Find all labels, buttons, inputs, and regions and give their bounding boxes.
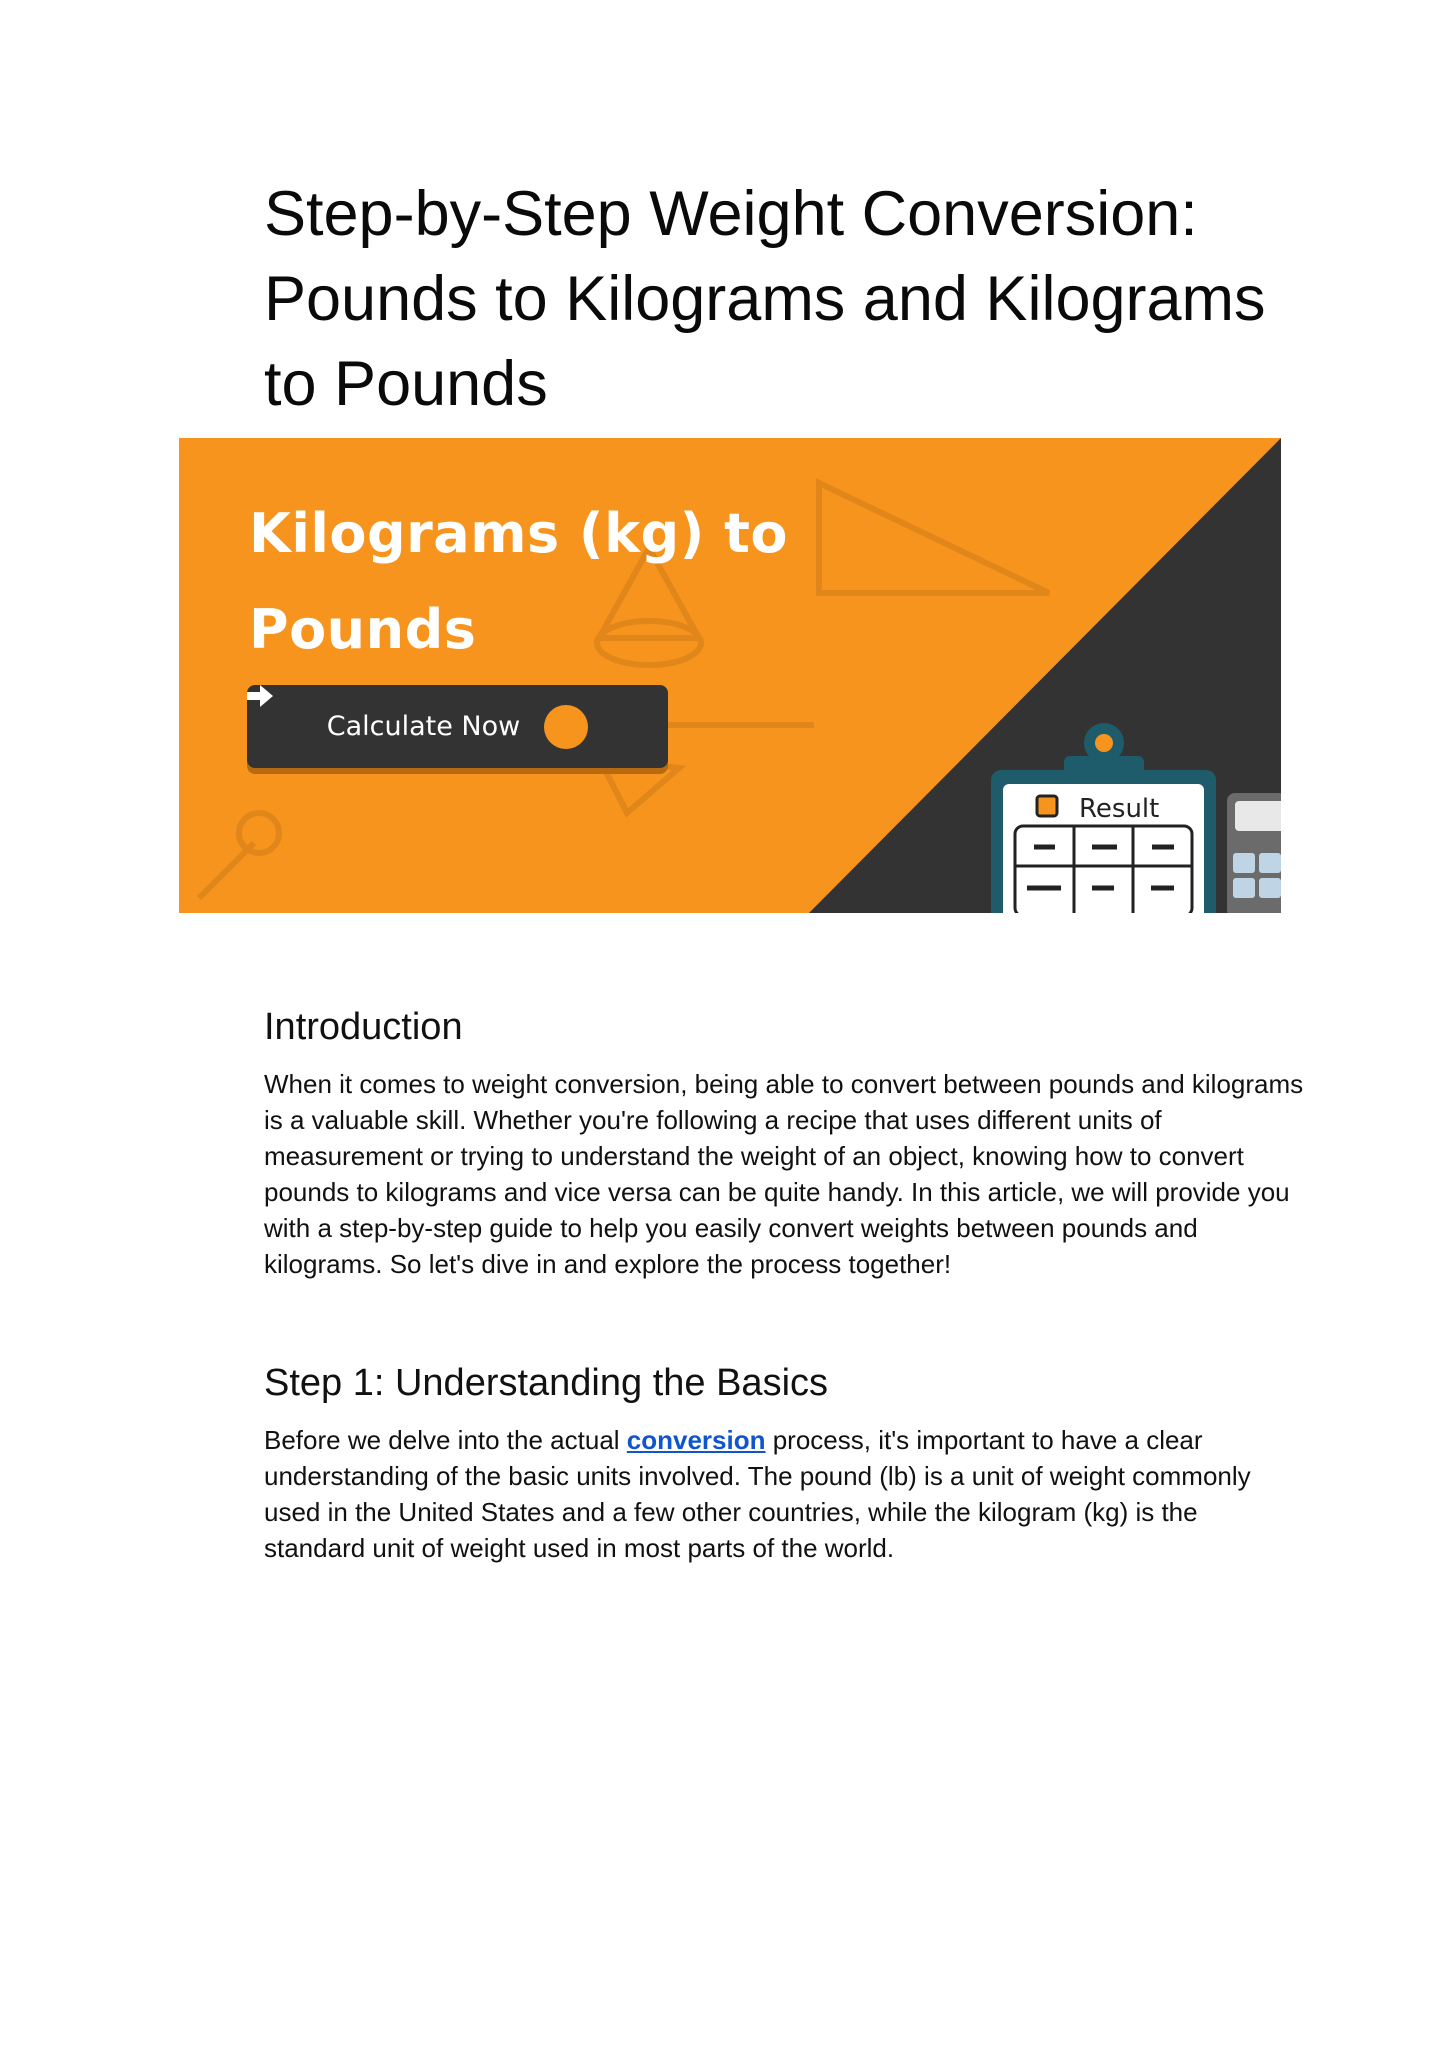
banner-title <box>249 486 849 678</box>
pencil-decoration <box>199 805 287 898</box>
introduction-heading: Introduction <box>264 1006 463 1048</box>
introduction-paragraph: When it comes to weight conversion, being able to convert between pounds and kilograms is a valuable skill. Whether you're following a recipe that uses different units of measurement or trying to understand the weight of an object, knowing how to convert pounds to kilograms and vice versa can be quite handy. In this article, we will provide you with a step-by-step guide to help you easily convert weights between pounds and kilograms. So let's dive in and explore the process together! <box>264 1069 1304 1279</box>
document-title: Step-by-Step Weight Conversion: Pounds to Kilograms and Kilograms to Pounds <box>264 179 1266 419</box>
hero-banner-image <box>179 438 1281 913</box>
step1-text-before-link: Before we delve into the actual <box>264 1425 627 1455</box>
box-icon <box>1037 796 1057 816</box>
triangle-outline-decoration <box>819 483 1049 593</box>
step1-paragraph <box>264 1422 1304 1566</box>
calculator-graphic <box>1227 793 1281 913</box>
arrow-right-circle-icon <box>544 705 588 749</box>
calculate-now-button[interactable] <box>247 685 668 768</box>
result-label: Result <box>1079 794 1160 824</box>
banner-title-line1: Kilograms (kg) to <box>249 502 789 565</box>
step1-heading: Step 1: Understanding the Basics <box>264 1362 829 1404</box>
conversion-link[interactable]: conversion <box>626 1425 766 1455</box>
calculate-now-label: Calculate Now <box>326 711 521 742</box>
banner-title-line2: Pounds <box>249 598 477 661</box>
step1-text-after-link: process, it's important to have a clear understanding of the basic units involved. The pound (lb) is a unit of weight commonly used in the United States and a few other countries, while the kilogram (kg) is the standard unit of weight used in most parts of the world. <box>264 1425 1251 1563</box>
